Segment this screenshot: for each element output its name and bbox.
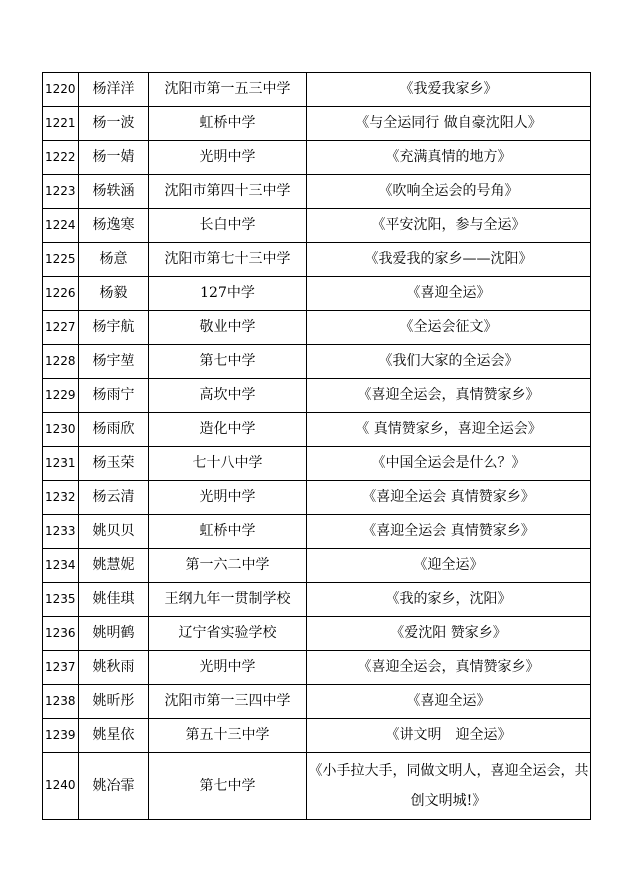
student-name: 杨逸寒 xyxy=(79,209,149,243)
entry-number: 1227 xyxy=(43,311,79,345)
school-name: 127中学 xyxy=(149,277,307,311)
school-name: 辽宁省实验学校 xyxy=(149,617,307,651)
student-name: 杨一波 xyxy=(79,107,149,141)
table-row xyxy=(43,107,591,141)
table-row xyxy=(43,447,591,481)
table-row xyxy=(43,379,591,413)
student-name: 杨意 xyxy=(79,243,149,277)
entry-number: 1235 xyxy=(43,583,79,617)
essay-title: 《与全运同行 做自豪沈阳人》 xyxy=(307,107,591,141)
table-row xyxy=(43,243,591,277)
essay-title: 《我爱我家乡》 xyxy=(307,73,591,107)
student-name: 杨宇堃 xyxy=(79,345,149,379)
entry-number: 1221 xyxy=(43,107,79,141)
school-name: 第一六二中学 xyxy=(149,549,307,583)
entry-number: 1220 xyxy=(43,73,79,107)
essay-title: 《吹响全运会的号角》 xyxy=(307,175,591,209)
student-name: 杨玉荣 xyxy=(79,447,149,481)
student-name: 杨云清 xyxy=(79,481,149,515)
entries-table xyxy=(42,72,591,820)
school-name: 敬业中学 xyxy=(149,311,307,345)
essay-title: 《中国全运会是什么？》 xyxy=(307,447,591,481)
entry-number: 1228 xyxy=(43,345,79,379)
entry-number: 1236 xyxy=(43,617,79,651)
entry-number: 1240 xyxy=(43,753,79,820)
table-row xyxy=(43,651,591,685)
table-row xyxy=(43,753,591,820)
entry-number: 1230 xyxy=(43,413,79,447)
student-name: 姚佳琪 xyxy=(79,583,149,617)
table-row xyxy=(43,481,591,515)
entry-number: 1239 xyxy=(43,719,79,753)
table-row xyxy=(43,277,591,311)
essay-title: 《 真情赞家乡，喜迎全运会》 xyxy=(307,413,591,447)
school-name: 沈阳市第一五三中学 xyxy=(149,73,307,107)
table-row xyxy=(43,175,591,209)
student-name: 姚明鹤 xyxy=(79,617,149,651)
school-name: 沈阳市第一三四中学 xyxy=(149,685,307,719)
essay-title: 《爱沈阳 赞家乡》 xyxy=(307,617,591,651)
entry-number: 1224 xyxy=(43,209,79,243)
entry-number: 1233 xyxy=(43,515,79,549)
essay-title: 《讲文明 迎全运》 xyxy=(307,719,591,753)
table-row xyxy=(43,209,591,243)
essay-title: 《充满真情的地方》 xyxy=(307,141,591,175)
essay-title: 《我的家乡，沈阳》 xyxy=(307,583,591,617)
table-row xyxy=(43,515,591,549)
entry-number: 1231 xyxy=(43,447,79,481)
student-name: 杨雨欣 xyxy=(79,413,149,447)
student-name: 姚秋雨 xyxy=(79,651,149,685)
entry-number: 1223 xyxy=(43,175,79,209)
entry-number: 1222 xyxy=(43,141,79,175)
student-name: 姚慧妮 xyxy=(79,549,149,583)
table-row xyxy=(43,549,591,583)
school-name: 光明中学 xyxy=(149,141,307,175)
entry-number: 1229 xyxy=(43,379,79,413)
school-name: 七十八中学 xyxy=(149,447,307,481)
school-name: 虹桥中学 xyxy=(149,515,307,549)
essay-title: 《我爱我的家乡——沈阳》 xyxy=(307,243,591,277)
school-name: 第五十三中学 xyxy=(149,719,307,753)
essay-title: 《喜迎全运》 xyxy=(307,685,591,719)
student-name: 姚昕彤 xyxy=(79,685,149,719)
student-name: 姚冶霏 xyxy=(79,753,149,820)
school-name: 第七中学 xyxy=(149,345,307,379)
student-name: 姚贝贝 xyxy=(79,515,149,549)
school-name: 光明中学 xyxy=(149,481,307,515)
entry-number: 1234 xyxy=(43,549,79,583)
essay-title: 《小手拉大手，同做文明人，喜迎全运会，共创文明城!》 xyxy=(307,753,591,820)
essay-title: 《喜迎全运》 xyxy=(307,277,591,311)
table-row xyxy=(43,141,591,175)
school-name: 沈阳市第四十三中学 xyxy=(149,175,307,209)
student-name: 杨雨宁 xyxy=(79,379,149,413)
student-name: 杨轶涵 xyxy=(79,175,149,209)
essay-title: 《我们大家的全运会》 xyxy=(307,345,591,379)
entry-number: 1238 xyxy=(43,685,79,719)
table-row xyxy=(43,685,591,719)
school-name: 光明中学 xyxy=(149,651,307,685)
school-name: 沈阳市第七十三中学 xyxy=(149,243,307,277)
essay-title: 《喜迎全运会，真情赞家乡》 xyxy=(307,379,591,413)
entry-number: 1226 xyxy=(43,277,79,311)
table-row xyxy=(43,345,591,379)
essay-title: 《平安沈阳，参与全运》 xyxy=(307,209,591,243)
school-name: 王纲九年一贯制学校 xyxy=(149,583,307,617)
school-name: 高坎中学 xyxy=(149,379,307,413)
table-row xyxy=(43,413,591,447)
student-name: 杨毅 xyxy=(79,277,149,311)
table-row xyxy=(43,719,591,753)
essay-title: 《喜迎全运会 真情赞家乡》 xyxy=(307,481,591,515)
essay-title: 《喜迎全运会，真情赞家乡》 xyxy=(307,651,591,685)
student-name: 杨洋洋 xyxy=(79,73,149,107)
school-name: 第七中学 xyxy=(149,753,307,820)
table-row xyxy=(43,311,591,345)
entry-number: 1237 xyxy=(43,651,79,685)
school-name: 虹桥中学 xyxy=(149,107,307,141)
school-name: 造化中学 xyxy=(149,413,307,447)
table-row xyxy=(43,583,591,617)
table-row xyxy=(43,617,591,651)
entry-number: 1232 xyxy=(43,481,79,515)
table-row xyxy=(43,73,591,107)
school-name: 长白中学 xyxy=(149,209,307,243)
student-name: 杨一婧 xyxy=(79,141,149,175)
student-name: 杨宇航 xyxy=(79,311,149,345)
entry-number: 1225 xyxy=(43,243,79,277)
student-name: 姚星依 xyxy=(79,719,149,753)
essay-title: 《全运会征文》 xyxy=(307,311,591,345)
essay-title: 《喜迎全运会 真情赞家乡》 xyxy=(307,515,591,549)
essay-title: 《迎全运》 xyxy=(307,549,591,583)
